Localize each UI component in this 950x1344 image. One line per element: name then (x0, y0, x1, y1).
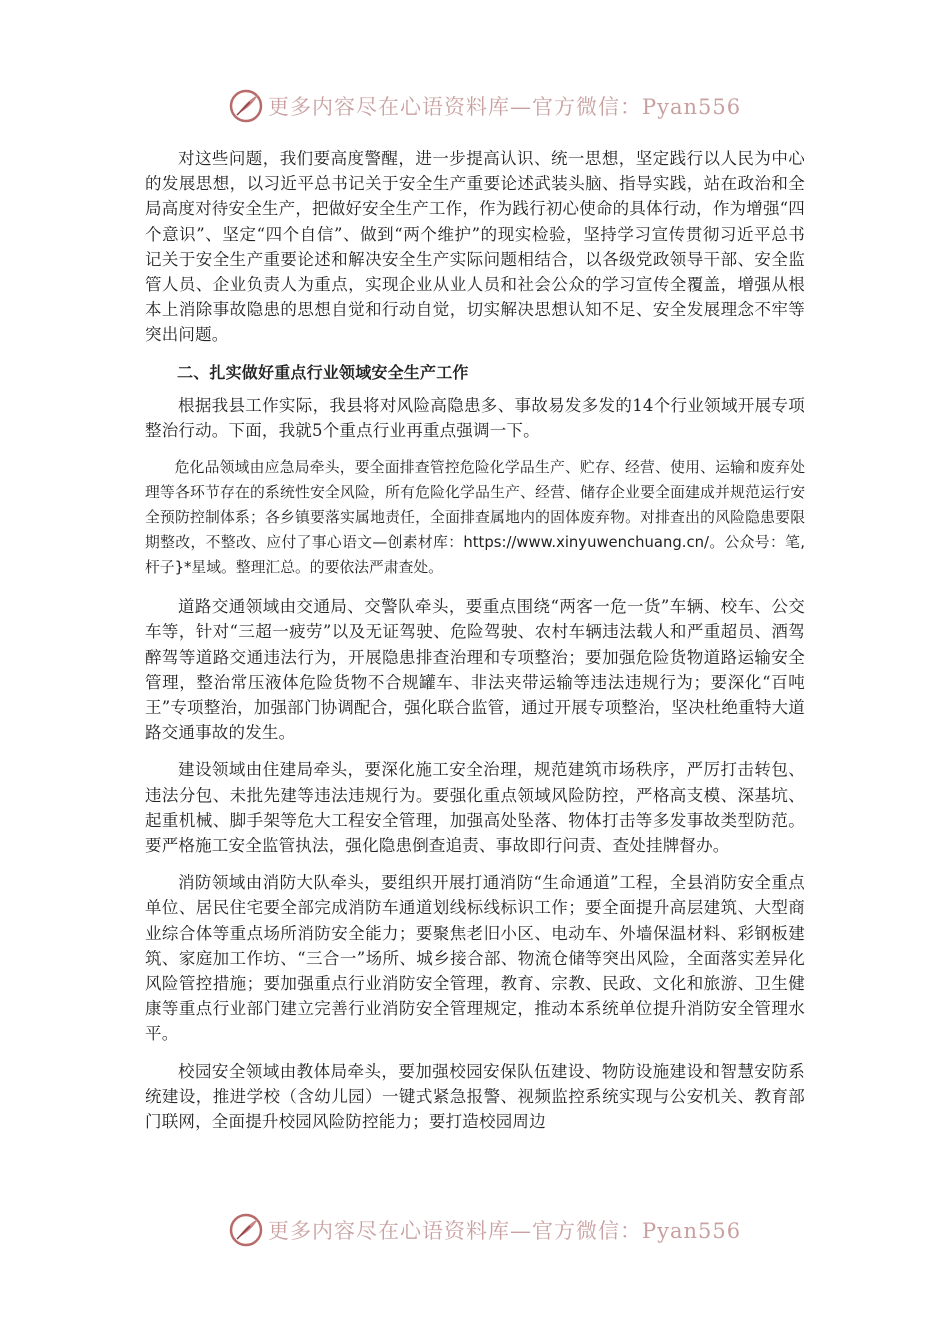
watermark-text: 更多内容尽在心语资料库—官方微信：Pyan556 (268, 95, 742, 119)
paragraph-5: 建设领域由住建局牵头，要深化施工安全治理，规范建筑市场秩序，严厉打击转包、违法分包、未批先建等违法违规行为。要强化重点领域风险防控，严格高支模、深基坑、起重机械、脚手架等危大工程安全管理，加强高处坠落、物体打击等多发事故类型防范。要严格施工安全监管执法，强化隐患倒查追责、事故即行问责、查处挂牌督办。 (145, 760, 805, 856)
watermark-text: 更多内容尽在心语资料库—官方微信：Pyan556 (268, 1219, 742, 1243)
document-body (145, 146, 805, 1146)
paragraph-3: 危化品领域由应急局牵头，要全面排查管控危险化学品生产、贮存、经营、使用、运输和废弃处理等各环节存在的系统性安全风险，所有危险化学品生产、经营、储存企业要全面建成并规范运行安全预防控制体系；各乡镇要落实属地责任，全面排查属地内的固体废弃物。对排查出的风险隐患要限期整改，不整改、应付了事心语文—创素材库：https://www.xinyuwenchuang.cn/。公众号：笔,杆子}*星域。整理汇总。的要依法严肃查处。 (145, 459, 805, 577)
feather-pen-logo-icon (228, 88, 264, 124)
feather-pen-logo-icon (228, 1212, 264, 1248)
section-heading-2: 二、扎实做好重点行业领域安全生产工作 (177, 362, 469, 382)
header-watermark-banner (228, 86, 742, 126)
paragraph-4: 道路交通领域由交通局、交警队牵头，要重点围绕“两客一危一货”车辆、校车、公交车等，针对“三超一疲劳”以及无证驾驶、危险驾驶、农村车辆违法载人和严重超员、酒驾醉驾等道路交通违法行为，开展隐患排查治理和专项整治；要加强危险货物道路运输安全管理，整治常压液体危险货物不合规罐车、非法夹带运输等违法违规行为；要深化“百吨王”专项整治，加强部门协调配合，强化联合监管，通过开展专项整治，坚决杜绝重特大道路交通事故的发生。 (145, 597, 805, 743)
paragraph-2: 根据我县工作实际，我县将对风险高隐患多、事故易发多发的14个行业领域开展专项整治行动。下面，我就5个重点行业再重点强调一下。 (145, 395, 805, 441)
footer-watermark-banner (228, 1210, 742, 1250)
paragraph-1: 对这些问题，我们要高度警醒，进一步提高认识、统一思想，坚定践行以人民为中心的发展思想，以习近平总书记关于安全生产重要论述武装头脑、指导实践，站在政治和全局高度对待安全生产，把做好安全生产工作，作为践行初心使命的具体行动，作为增强“四个意识”、坚定“四个自信”、做到“两个维护”的现实检验，坚持学习宣传贯彻习近平总书记关于安全生产重要论述和解决安全生产实际问题相结合，以各级党政领导干部、安全监管人员、企业负责人为重点，实现企业从业人员和社会公众的学习宣传全覆盖，增强从根本上消除事故隐患的思想自觉和行动自觉，切实解决思想认知不足、安全发展理念不牢等突出问题。 (145, 149, 805, 345)
paragraph-7: 校园安全领域由教体局牵头，要加强校园安保队伍建设、物防设施建设和智慧安防系统建设，推进学校（含幼儿园）一键式紧急报警、视频监控系统实现与公安机关、教育部门联网，全面提升校园风险防控能力；要打造校园周边 (145, 1061, 805, 1132)
paragraph-6: 消防领域由消防大队牵头，要组织开展打通消防“生命通道”工程，全县消防安全重点单位、居民住宅要全部完成消防车通道划线标线标识工作；要全面提升高层建筑、大型商业综合体等重点场所消防安全能力；要聚焦老旧小区、电动车、外墙保温材料、彩钢板建筑、家庭加工作坊、“三合一”场所、城乡接合部、物流仓储等突出风险，全面落实差异化风险管控措施；要加强重点行业消防安全管理，教育、宗教、民政、文化和旅游、卫生健康等重点行业部门建立完善行业消防安全管理规定，推动本系统单位提升消防安全管理水平。 (145, 873, 805, 1044)
